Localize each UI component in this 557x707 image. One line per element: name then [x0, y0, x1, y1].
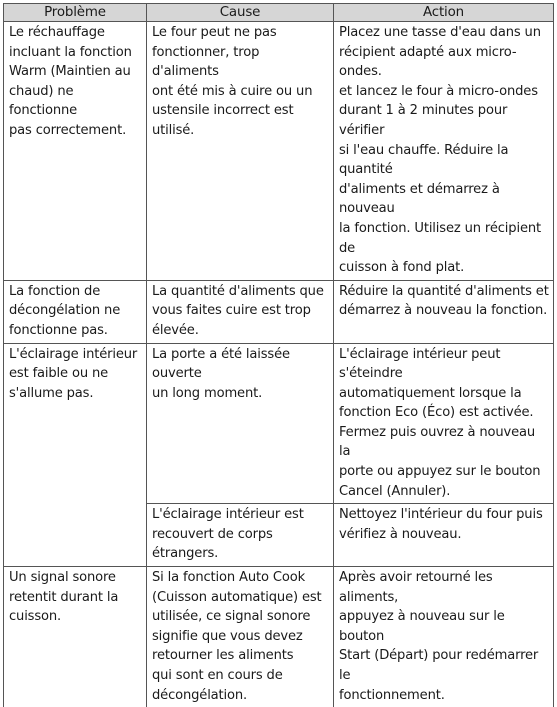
header-probleme: Problème	[4, 4, 147, 22]
header-cause: Cause	[147, 4, 334, 22]
header-action: Action	[334, 4, 554, 22]
cell-action: Réduire la quantité d'aliments et démarrez à nouveau la fonction.	[334, 280, 554, 343]
cell-probleme: Un signal sonore retentit durant la cuisson.	[4, 567, 147, 707]
cell-action: L'éclairage intérieur peut s'éteindre automatiquement lorsque la fonction Eco (Éco) est activée. Fermez puis ouvrez à nouveau la porte ou appuyez sur le bouton Cancel (Annuler).	[334, 343, 554, 504]
table-row	[4, 343, 554, 504]
cell-cause: L'éclairage intérieur est recouvert de corps étrangers.	[147, 504, 334, 567]
table-row	[4, 567, 554, 707]
troubleshooting-table	[3, 3, 554, 707]
cell-cause: La quantité d'aliments que vous faites cuire est trop élevée.	[147, 280, 334, 343]
cell-probleme: Le réchauffage incluant la fonction Warm (Maintien au chaud) ne fonctionne pas correctement.	[4, 22, 147, 281]
troubleshooting-table-container	[3, 3, 553, 703]
cell-action: Après avoir retourné les aliments, appuyez à nouveau sur le bouton Start (Départ) pour redémarrer le fonctionnement.	[334, 567, 554, 707]
cell-cause: Si la fonction Auto Cook (Cuisson automatique) est utilisée, ce signal sonore signifie que vous devez retourner les aliments qui sont en cours de décongélation.	[147, 567, 334, 707]
cell-action: Placez une tasse d'eau dans un récipient adapté aux micro-ondes. et lancez le four à micro-ondes durant 1 à 2 minutes pour vérifier si l'eau chauffe. Réduire la quantité d'aliments et démarrez à nouveau la fonction. Utilisez un récipient de cuisson à fond plat.	[334, 22, 554, 281]
cell-action: Nettoyez l'intérieur du four puis vérifiez à nouveau.	[334, 504, 554, 567]
cell-probleme: La fonction de décongélation ne fonctionne pas.	[4, 280, 147, 343]
cell-cause: La porte a été laissée ouverte un long moment.	[147, 343, 334, 504]
table-row	[4, 280, 554, 343]
table-row	[4, 22, 554, 281]
cell-cause: Le four peut ne pas fonctionner, trop d'aliments ont été mis à cuire ou un ustensile incorrect est utilisé.	[147, 22, 334, 281]
cell-probleme: L'éclairage intérieur est faible ou ne s'allume pas.	[4, 343, 147, 567]
table-header-row	[4, 4, 554, 22]
